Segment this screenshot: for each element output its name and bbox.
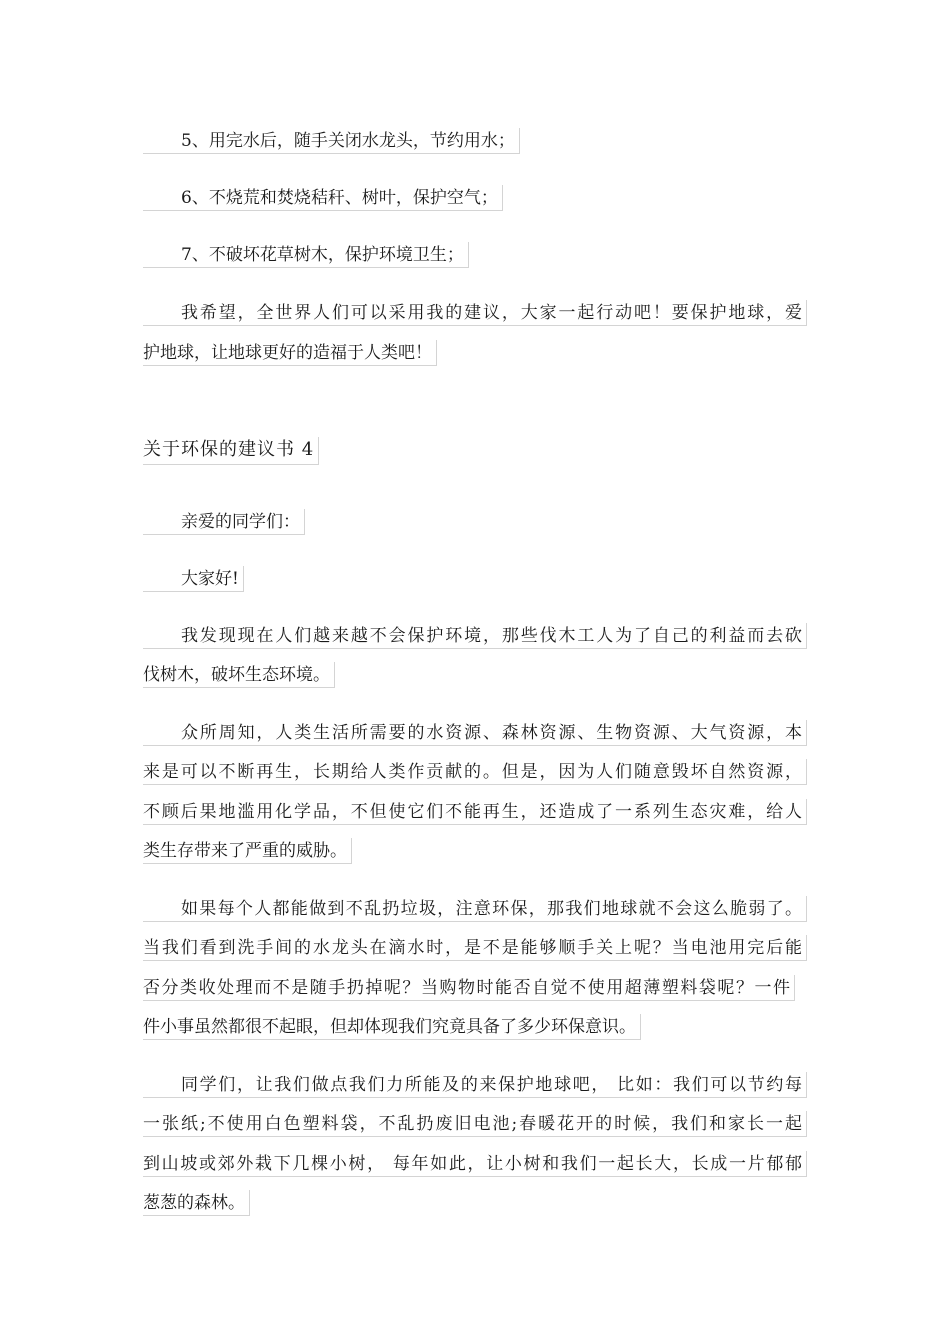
list-item-5: 5、用完水后，随手关闭水龙头，节约用水； [143,128,520,154]
paragraph-3-line-3: 否分类收处理而不是随手扔掉呢？当购物时能否自觉不使用超薄塑料袋呢？一件 [143,975,795,1001]
paragraph-1-line-2: 伐树木，破坏生态环境。 [143,662,335,688]
paragraph-2-line-4: 类生存带来了严重的威胁。 [143,838,352,864]
list-item-6: 6、不烧荒和焚烧秸秆、树叶，保护空气； [143,185,503,211]
closing-paragraph-line-1: 我希望，全世界人们可以采用我的建议，大家一起行动吧！要保护地球，爱 [143,300,807,326]
paragraph-4-line-3: 到山坡或郊外栽下几棵小树， 每年如此，让小树和我们一起长大，长成一片郁郁 [143,1151,807,1177]
paragraph-1-line-1: 我发现现在人们越来越不会保护环境，那些伐木工人为了自己的利益而去砍 [143,623,807,649]
greeting: 大家好! [143,566,244,592]
paragraph-4-line-2: 一张纸;不使用白色塑料袋，不乱扔废旧电池;春暖花开的时候，我们和家长一起 [143,1111,807,1137]
paragraph-2-line-3: 不顾后果地滥用化学品，不但使它们不能再生，还造成了一系列生态灾难，给人 [143,799,807,825]
paragraph-4-line-1: 同学们，让我们做点我们力所能及的来保护地球吧， 比如：我们可以节约每 [143,1072,807,1098]
closing-paragraph-line-2: 护地球，让地球更好的造福于人类吧！ [143,340,437,366]
paragraph-3-line-4: 件小事虽然都很不起眼，但却体现我们究竟具备了多少环保意识。 [143,1014,641,1040]
paragraph-2-line-2: 来是可以不断再生，长期给人类作贡献的。但是，因为人们随意毁坏自然资源， [143,759,807,785]
salutation: 亲爱的同学们： [143,509,305,535]
paragraph-2-line-1: 众所周知，人类生活所需要的水资源、森林资源、生物资源、大气资源，本 [143,720,807,746]
section-heading: 关于环保的建议书 4 [143,437,319,465]
paragraph-3-line-2: 当我们看到洗手间的水龙头在滴水时，是不是能够顺手关上呢？当电池用完后能 [143,935,807,961]
paragraph-4-line-4: 葱葱的森林。 [143,1190,250,1216]
list-item-7: 7、不破坏花草树木，保护环境卫生； [143,242,469,268]
paragraph-3-line-1: 如果每个人都能做到不乱扔垃圾，注意环保，那我们地球就不会这么脆弱了。 [143,896,807,922]
